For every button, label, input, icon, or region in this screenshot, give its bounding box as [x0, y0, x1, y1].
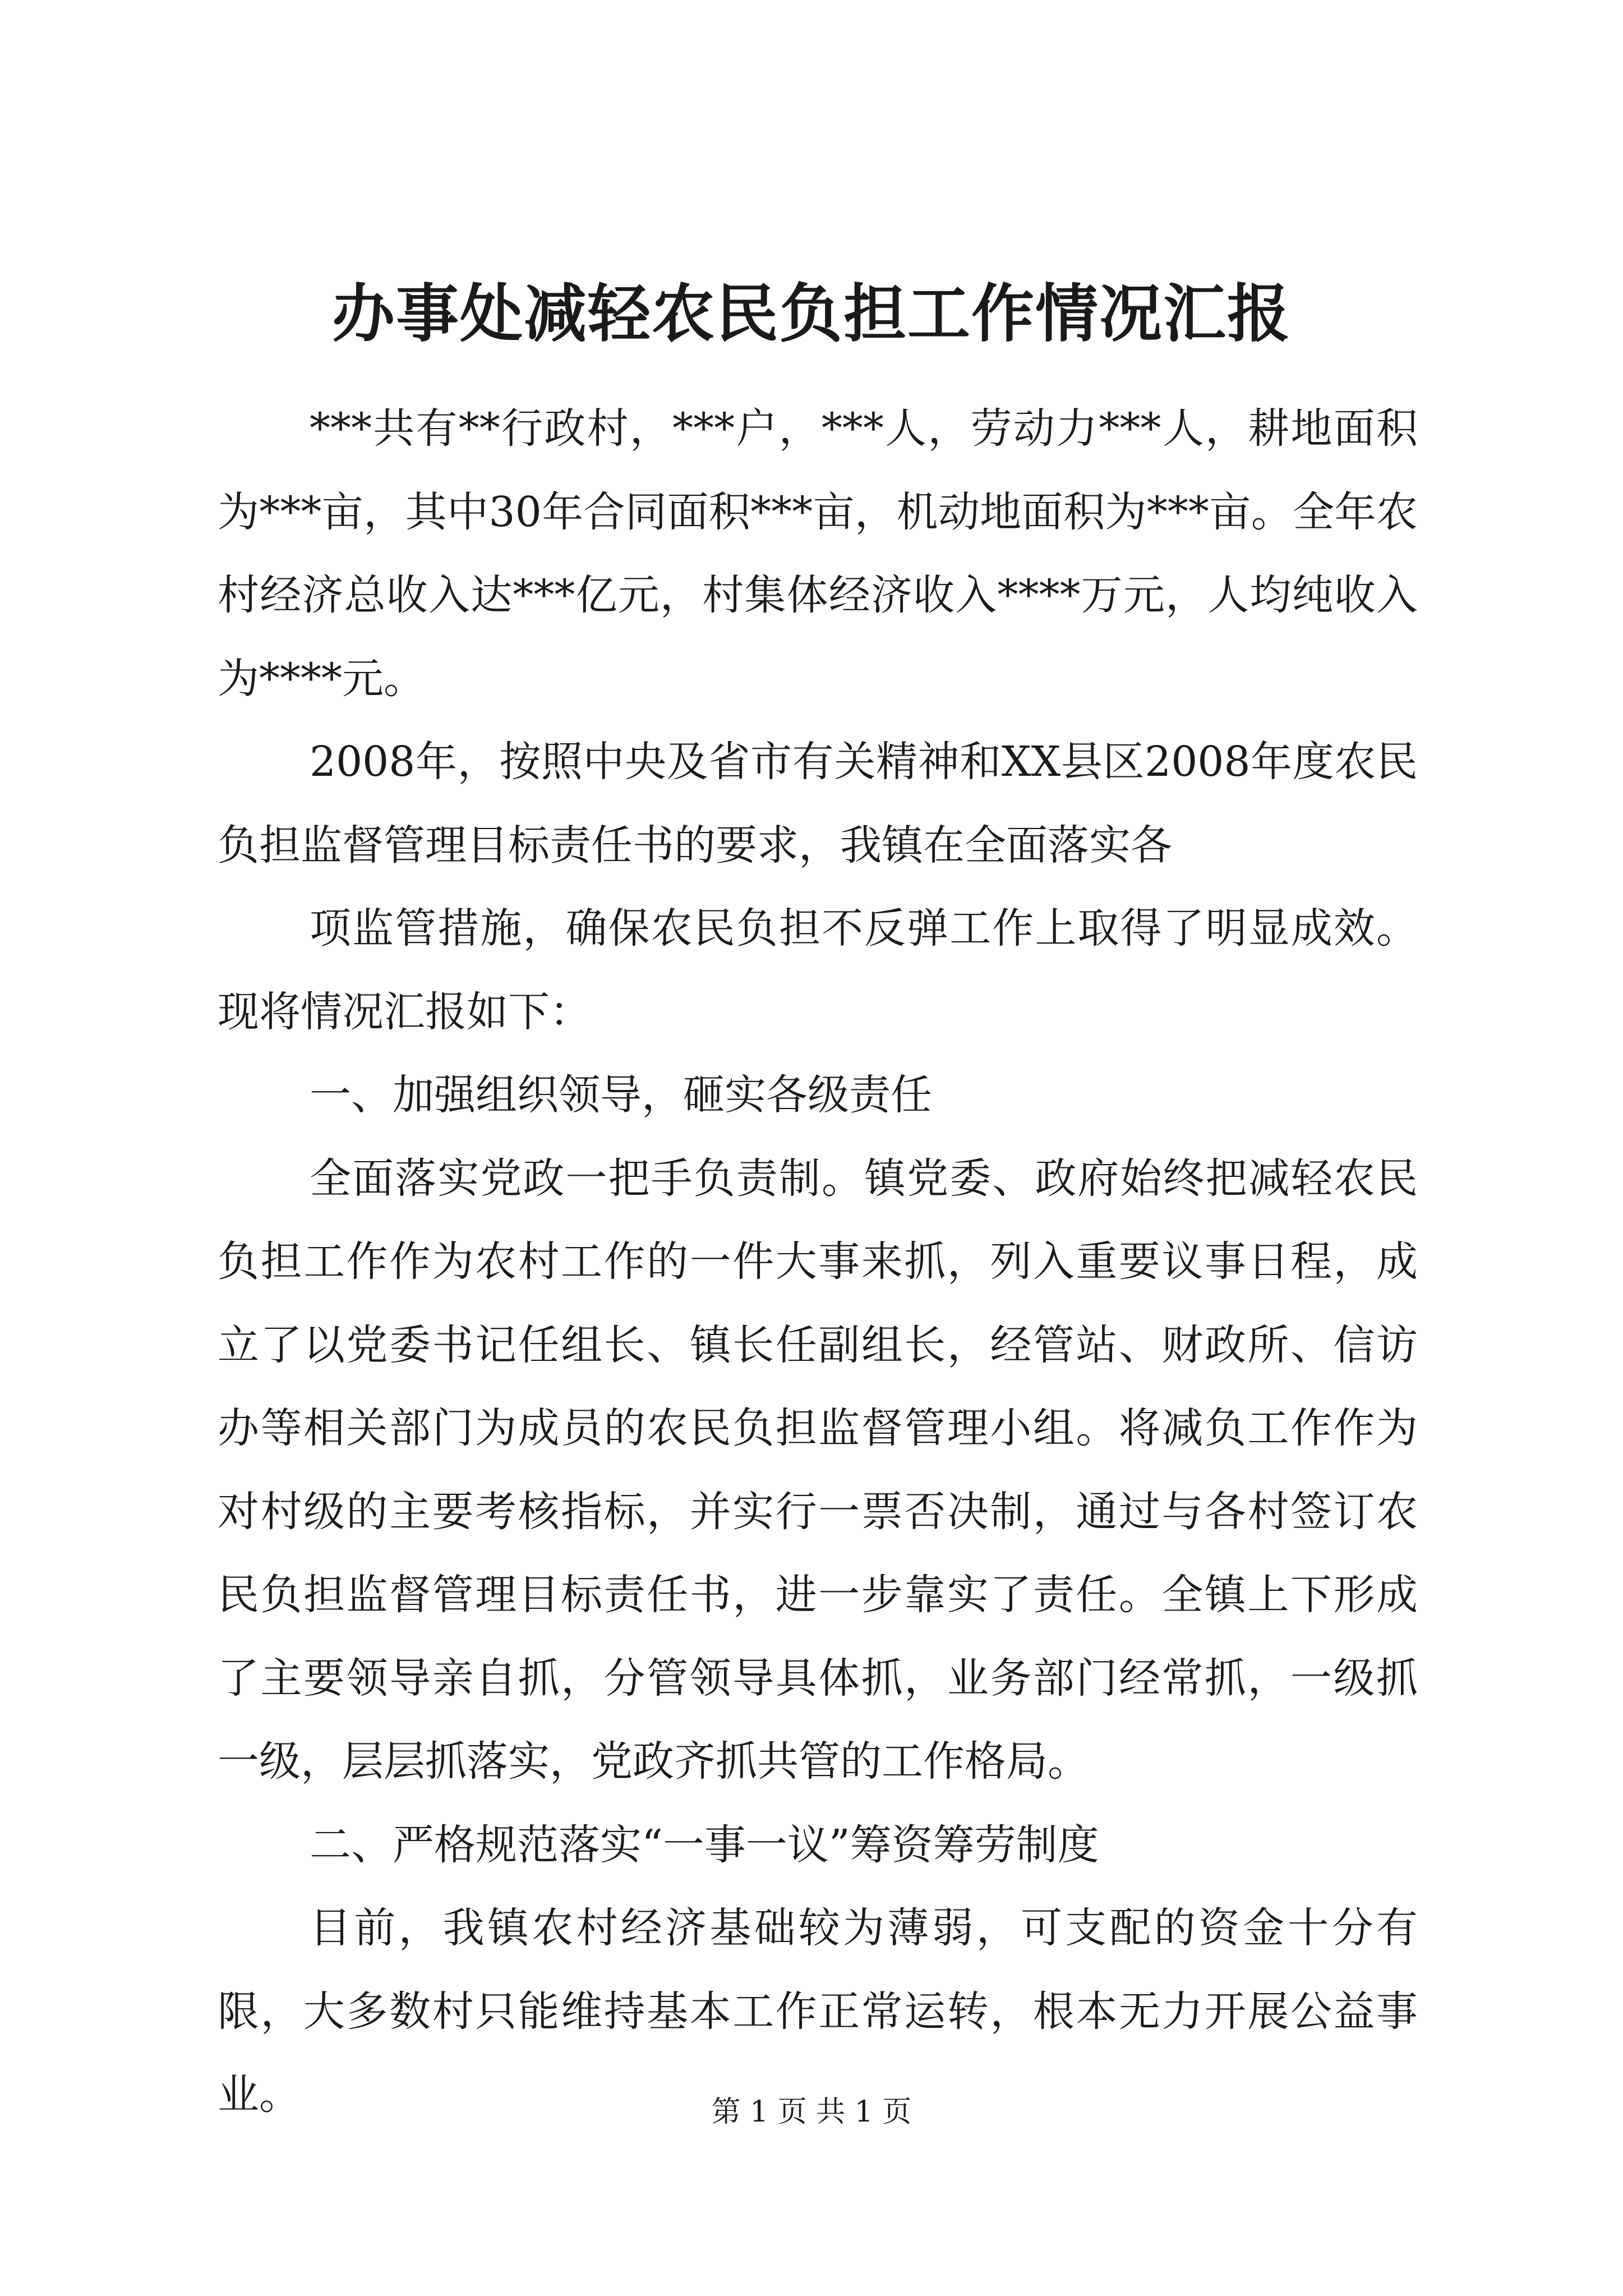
paragraph-section-1: 全面落实党政一把手负责制。镇党委、政府始终把减轻农民负担工作作为农村工作的一件大事来抓，列入重要议事日程，成立了以党委书记任组长、镇长任副组长，经管站、财政所、信访办等相关部门为成员的农民负担监督管理小组。将减负工作作为对村级的主要考核指标，并实行一票否决制，通过与各村签订农民负担监督管理目标责任书，进一步靠实了责任。全镇上下形成了主要领导亲自抓，分管领导具体抓，业务部门经常抓，一级抓一级，层层抓落实，党政齐抓共管的工作格局。: [218, 1154, 1418, 1786]
paragraph-intro-part1: 2008年，按照中央及省市有关精神和XX县区2008年度农民负担监督管理目标责任书的要求，我镇在全面落实各: [218, 738, 1418, 869]
paragraph-intro-part2: 项监管措施，确保农民负担不反弹工作上取得了明显成效。现将情况汇报如下：: [218, 904, 1418, 1036]
document-title: 办事处减轻农民负担工作情况汇报: [332, 277, 1291, 351]
document-body: [218, 387, 1418, 2137]
section-heading-2: 二、严格规范落实“一事一议”筹资筹劳制度: [310, 1820, 1099, 1869]
paragraph-section-2: 目前，我镇农村经济基础较为薄弱，可支配的资金十分有限，大多数村只能维持基本工作正常运转，根本无力开展公益事业。: [218, 1904, 1418, 2119]
page-footer: 第 1 页 共 1 页: [711, 2095, 912, 2129]
section-heading-1: 一、加强组织领导，砸实各级责任: [310, 1071, 932, 1119]
paragraph-overview: ***共有**行政村，***户，***人，劳动力***人，耕地面积为***亩，其中30年合同面积***亩，机动地面积为***亩。全年农村经济总收入达***亿元，村集体经济收入****万元，人均纯收入为****元。: [218, 404, 1418, 703]
